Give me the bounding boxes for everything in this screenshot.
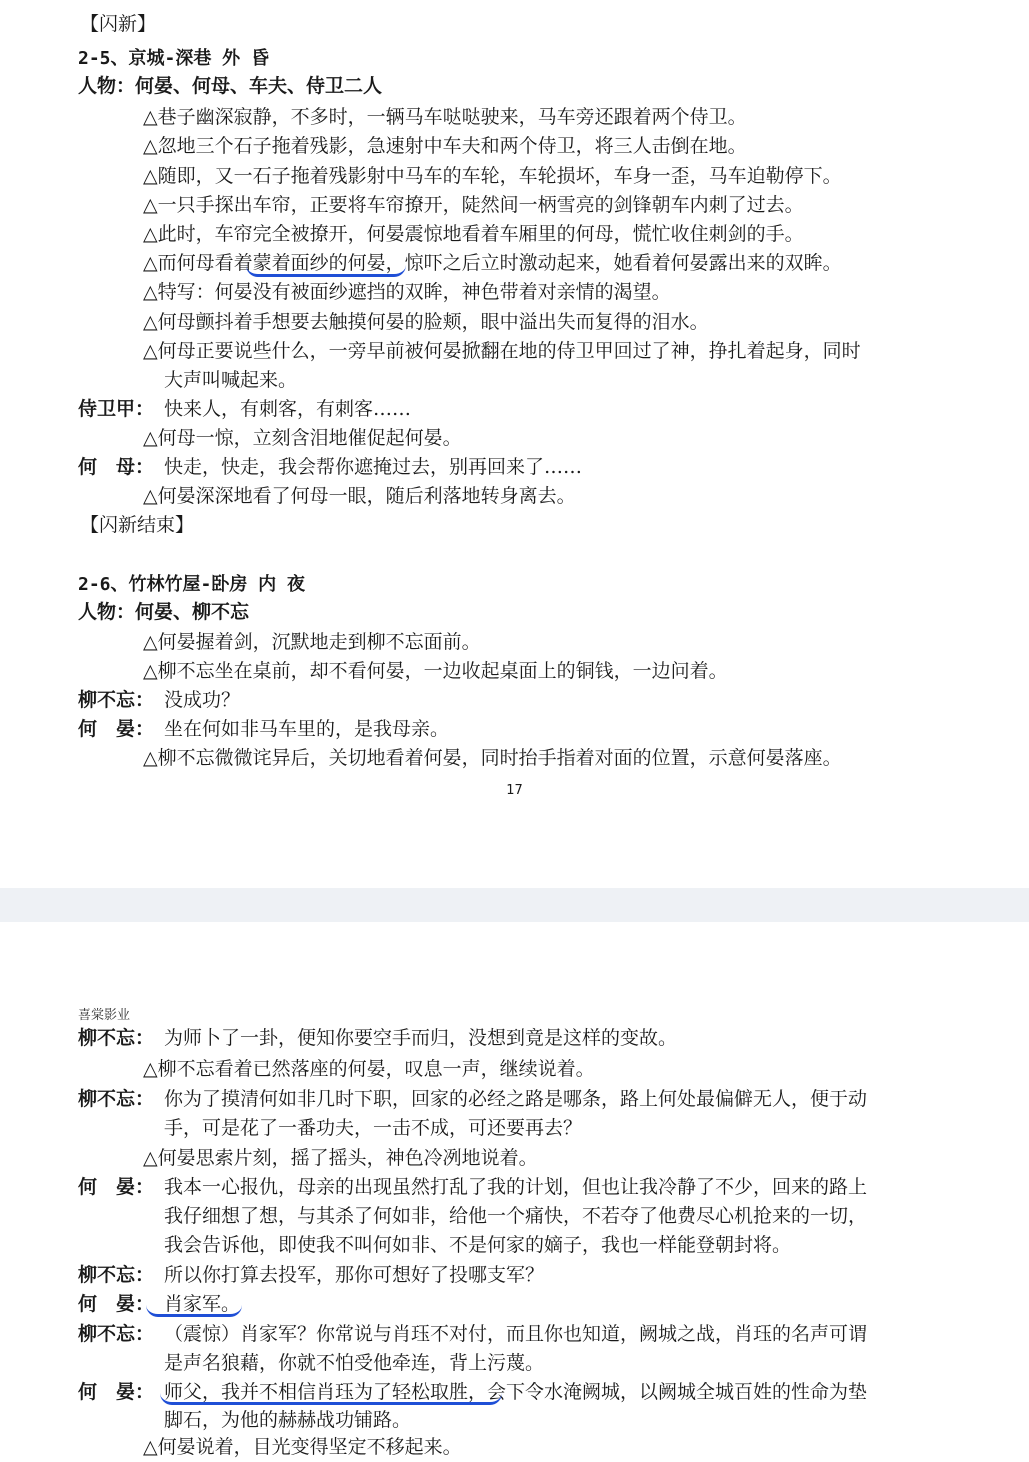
action-line: △何母正要说些什么，一旁早前被何晏掀翻在地的侍卫甲回过了神，挣扎着起身，同时 bbox=[143, 340, 861, 362]
dialog-line: 快走，快走，我会帮你遮掩过去，别再回来了…… bbox=[164, 456, 583, 478]
dialog-line: （震惊）肖家军？你常说与肖珏不对付，而且你也知道，阙城之战，肖珏的名声可谓 bbox=[164, 1323, 868, 1345]
dialog-line: 脚石，为他的赫赫战功铺路。 bbox=[164, 1409, 412, 1431]
action-line: △柳不忘微微诧异后，关切地看着何晏，同时抬手指着对面的位置，示意何晏落座。 bbox=[143, 747, 842, 769]
dialog-line: 肖家军。 bbox=[164, 1293, 241, 1315]
scene-characters: 人物：何晏、柳不忘 bbox=[78, 601, 250, 623]
speaker-name: 柳不忘： bbox=[78, 1264, 155, 1286]
highlight-underline bbox=[246, 258, 406, 277]
scene-characters: 人物：何晏、何母、车夫、侍卫二人 bbox=[78, 75, 383, 97]
speaker-name: 何 晏： bbox=[78, 1381, 155, 1403]
action-line: △随即，又一石子拖着残影射中马车的车轮，车轮损坏，车身一歪，马车迫勒停下。 bbox=[143, 165, 842, 187]
dialog-line: 快来人，有刺客，有刺客…… bbox=[164, 398, 412, 420]
highlight-underline bbox=[160, 1386, 502, 1405]
action-line: △何晏说着，目光变得坚定不移起来。 bbox=[143, 1436, 462, 1458]
dialog-line: 我会告诉他，即使我不叫何如非、不是何家的嫡子，我也一样能登朝封将。 bbox=[164, 1234, 792, 1256]
page-number: 17 bbox=[506, 783, 523, 798]
speaker-name: 柳不忘： bbox=[78, 689, 155, 711]
dialog-line: 手，可是花了一番功夫，一击不成，可还要再去？ bbox=[164, 1117, 583, 1139]
action-line: △何晏握着剑，沉默地走到柳不忘面前。 bbox=[143, 631, 481, 653]
dialog-line: 是声名狼藉，你就不怕受他牵连，背上污蔑。 bbox=[164, 1352, 545, 1374]
dialog-line: 所以你打算去投军，那你可想好了投哪支军？ bbox=[164, 1264, 545, 1286]
action-line: △何晏深深地看了何母一眼，随后利落地转身离去。 bbox=[143, 485, 576, 507]
action-line: △柳不忘看着已然落座的何晏，叹息一声，继续说着。 bbox=[143, 1058, 595, 1080]
action-line: △巷子幽深寂静，不多时，一辆马车哒哒驶来，马车旁还跟着两个侍卫。 bbox=[143, 106, 747, 128]
dialog-line: 我本一心报仇，母亲的出现虽然打乱了我的计划，但也让我冷静了不少，回来的路上 bbox=[164, 1176, 868, 1198]
action-line: △柳不忘坐在桌前，却不看何晏，一边收起桌面上的铜钱，一边问着。 bbox=[143, 660, 728, 682]
script-page-18 bbox=[0, 922, 1029, 1462]
speaker-name: 柳不忘： bbox=[78, 1323, 155, 1345]
speaker-name: 何 晏： bbox=[78, 718, 155, 740]
speaker-name: 柳不忘： bbox=[78, 1088, 155, 1110]
dialog-line: 没成功？ bbox=[164, 689, 241, 711]
scene-heading: 2-6、竹林竹屋-卧房 内 夜 bbox=[78, 574, 306, 595]
dialog-line: 坐在何如非马车里的，是我母亲。 bbox=[164, 718, 450, 740]
dialog-line: 你为了摸清何如非几时下职，回家的必经之路是哪条，路上何处最偏僻无人，便于动 bbox=[164, 1088, 868, 1110]
speaker-name: 何 母： bbox=[78, 456, 155, 478]
action-line: △而何母看着蒙着面纱的何晏，惊吓之后立时激动起来，她看着何晏露出来的双眸。 bbox=[143, 252, 842, 274]
action-line: △一只手探出车帘，正要将车帘撩开，陡然间一柄雪亮的剑锋朝车内刺了过去。 bbox=[143, 194, 804, 216]
action-line: △此时，车帘完全被撩开，何晏震惊地看着车厢里的何母，慌忙收住刺剑的手。 bbox=[143, 223, 804, 245]
scene-heading: 2-5、京城-深巷 外 昏 bbox=[78, 48, 270, 69]
flashback-end-label: 【闪新结束】 bbox=[80, 514, 195, 536]
dialog-line: 师父，我并不相信肖珏为了轻松取胜，会下令水淹阙城，以阙城全城百姓的性命为垫 bbox=[164, 1381, 868, 1403]
action-line: △忽地三个石子拖着残影，急速射中车夫和两个侍卫，将三人击倒在地。 bbox=[143, 135, 747, 157]
page-gap bbox=[0, 888, 1029, 922]
dialog-line: 为师卜了一卦，便知你要空手而归，没想到竟是这样的变故。 bbox=[164, 1027, 678, 1049]
flashback-start-label: 【闪新】 bbox=[80, 13, 157, 35]
highlight-underline bbox=[146, 1298, 242, 1317]
action-line: △特写：何晏没有被面纱遮挡的双眸，神色带着对亲情的渴望。 bbox=[143, 281, 671, 303]
speaker-name: 何 晏： bbox=[78, 1293, 155, 1315]
action-line: 大声叫喊起来。 bbox=[164, 369, 298, 391]
dialog-line: 我仔细想了想，与其杀了何如非，给他一个痛快，不若夺了他费尽心机抢来的一切， bbox=[164, 1205, 868, 1227]
action-line: △何母颤抖着手想要去触摸何晏的脸颊，眼中溢出失而复得的泪水。 bbox=[143, 311, 709, 333]
speaker-name: 侍卫甲： bbox=[78, 398, 155, 420]
studio-header: 喜棠影业 bbox=[78, 1008, 131, 1023]
speaker-name: 何 晏： bbox=[78, 1176, 155, 1198]
action-line: △何晏思索片刻，摇了摇头，神色冷冽地说着。 bbox=[143, 1147, 538, 1169]
action-line: △何母一惊，立刻含泪地催促起何晏。 bbox=[143, 427, 462, 449]
speaker-name: 柳不忘： bbox=[78, 1027, 155, 1049]
